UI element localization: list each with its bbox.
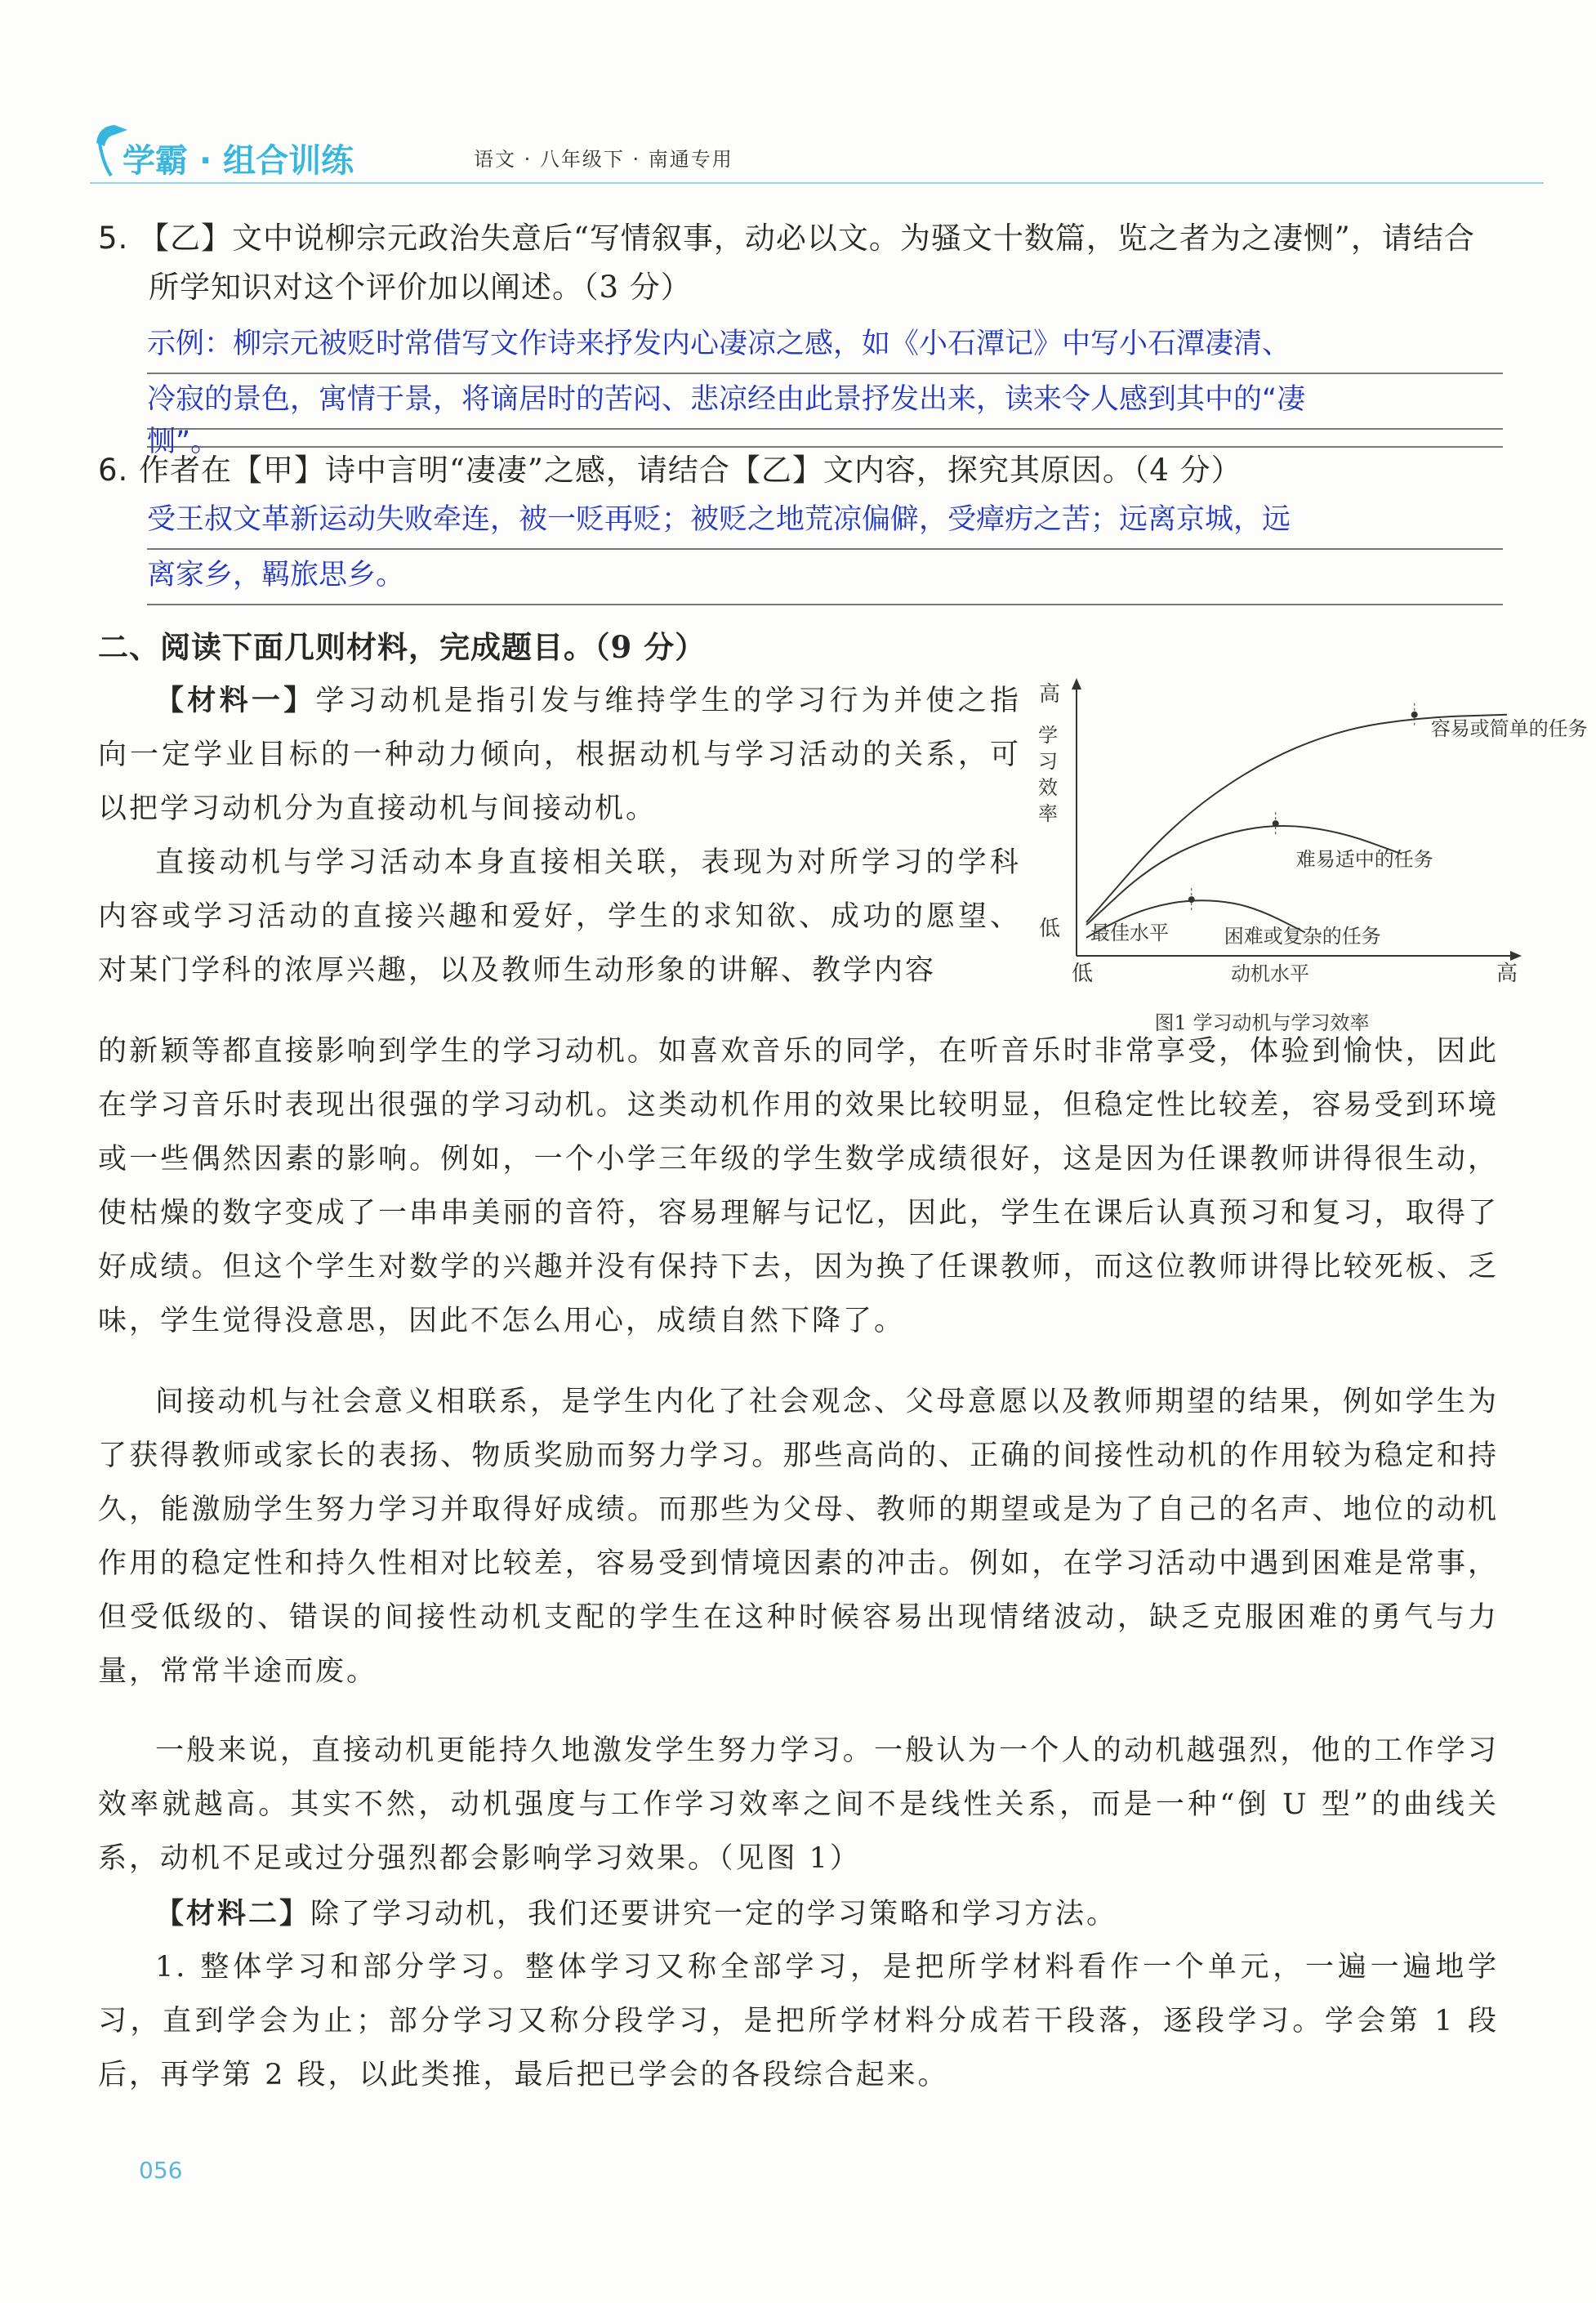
paragraph-text: 除了学习动机，我们还要讲究一定的学习策略和学习方法。 bbox=[310, 1898, 1118, 1930]
brand-dot: · bbox=[198, 142, 212, 180]
y-axis-label-char: 习 bbox=[1038, 750, 1058, 773]
series-line bbox=[1086, 826, 1402, 925]
material-2-paragraph-2: 1. 整体学习和部分学习。整体学习又称全部学习，是把所学材料看作一个单元，一遍一遍地学习，直到学会为止；部分学习又称分段学习，是把所学材料分成若干段落，逐段学习。学会第 1 段后，再学第 2 段，以此类推，最后把已学会的各段综合起来。 bbox=[98, 1951, 1499, 2091]
y-axis-label bbox=[1038, 724, 1058, 825]
brand-name: 学霸 bbox=[123, 142, 188, 180]
motivation-efficiency-chart bbox=[1025, 670, 1588, 1038]
answer-line: 示例：柳宗元被贬时常借写文作诗来抒发内心凄凉之感，如《小石潭记》中写小石潭凄清、 bbox=[147, 319, 1503, 374]
page-header bbox=[90, 118, 1544, 184]
y-axis-label-char: 学 bbox=[1038, 724, 1058, 747]
brand-series: 组合训练 bbox=[223, 142, 354, 180]
y-axis-label-char: 率 bbox=[1038, 802, 1058, 825]
material-1-paragraph-4: 一般来说，直接动机更能持久地激发学生努力学习。一般认为一个人的动机越强烈，他的工作学习效率就越高。其实不然，动机强度与工作学习效率之间不是线性关系，而是一种“倒 U 型”的曲线关系，动机不足或过分强烈都会影响学习效果。（见图 1） bbox=[98, 1734, 1499, 1875]
answer-line: 受王叔文革新运动失败牵连，被一贬再贬；被贬之地荒凉偏僻，受瘴疠之苦；远离京城，远 bbox=[147, 494, 1503, 550]
annotation-optimal-level: 最佳水平 bbox=[1090, 922, 1169, 944]
question-5 bbox=[98, 214, 1503, 312]
answer-line: 冷寂的景色，寓情于景，将谪居时的苦闷、悲凉经由此景抒发出来，读来令人感到其中的“凄 bbox=[147, 374, 1503, 430]
question-number: 5. bbox=[98, 221, 129, 256]
question-6 bbox=[98, 446, 1503, 495]
chart-caption: 图1 学习动机与学习效率 bbox=[1154, 1011, 1370, 1034]
y-axis-arrow bbox=[1072, 678, 1081, 690]
material-1-paragraph-2-cont: 的新颖等都直接影响到学生的学习动机。如喜欢音乐的同学，在听音乐时非常享受，体验到愉快，因此在学习音乐时表现出很强的学习动机。这类动机作用的效果比较明显，但稳定性比较差，容易受到环境或一些偶然因素的影响。例如，一个小学三年级的学生数学成绩很好，这是因为任课教师讲得很生动，使枯燥的数字变成了一串串美丽的音符，容易理解与记忆，因此，学生在课后认真预习和复习，取得了好成绩。但这个学生对数学的兴趣并没有保持下去，因为换了任课教师，而这位教师讲得比较死板、乏味，学生觉得没意思，因此不怎么用心，成绩自然下降了。 bbox=[98, 1035, 1499, 1337]
brand-title bbox=[123, 135, 354, 181]
peak-point bbox=[1273, 820, 1279, 827]
material-1-paragraph-3: 间接动机与社会意义相联系，是学生内化了社会观念、父母意愿以及教师期望的结果，例如学生为了获得教师或家长的表扬、物质奖励而努力学习。那些高尚的、正确的间接性动机的作用较为稳定和持久，能激励学生努力学习并取得好成绩。而那些为父母、教师的期望或是为了自己的名声、地位的动机作用的稳定性和持久性相对比较差，容易受到情境因素的冲击。例如，在学习活动中遇到困难是常事，但受低级的、错误的间接性动机支配的学生在这种时候容易出现情绪波动，缺乏克服困难的勇气与力量，常常半途而废。 bbox=[98, 1386, 1499, 1688]
series-label: 难易适中的任务 bbox=[1295, 848, 1433, 872]
peak-point bbox=[1188, 896, 1195, 903]
peak-point bbox=[1411, 712, 1418, 718]
material-2-paragraph-1 bbox=[98, 1887, 1499, 1941]
answer-6 bbox=[147, 494, 1503, 605]
material-label: 【材料二】 bbox=[155, 1897, 311, 1930]
answer-5 bbox=[147, 319, 1503, 458]
x-axis-arrow bbox=[1510, 951, 1522, 961]
header-subtitle: 语文 · 八年级下 · 南通专用 bbox=[474, 148, 733, 171]
question-text: 【乙】文中说柳宗元政治失意后“写情叙事，动必以文。为骚文十数篇，览之者为之凄恻”，请结合 bbox=[139, 221, 1475, 256]
x-tick-high: 高 bbox=[1496, 962, 1518, 986]
question-text: 作者在【甲】诗中言明“凄凄”之感，请结合【乙】文内容，探究其原因。（4 分） bbox=[139, 453, 1242, 488]
x-tick-low: 低 bbox=[1071, 962, 1094, 986]
section-title: 二、阅读下面几则材料，完成题目。（9 分） bbox=[98, 629, 707, 665]
answer-line: 恻”。 bbox=[147, 430, 1503, 448]
question-text: 所学知识对这个评价加以阐述。（3 分） bbox=[149, 270, 692, 305]
x-axis-label: 动机水平 bbox=[1231, 962, 1309, 985]
material-1-paragraph-1 bbox=[98, 674, 1021, 836]
series-group bbox=[1086, 703, 1588, 948]
y-tick-low: 低 bbox=[1038, 917, 1061, 941]
y-axis-label-char: 效 bbox=[1038, 776, 1058, 799]
series-label: 困难或复杂的任务 bbox=[1224, 925, 1381, 948]
material-label: 【材料一】 bbox=[155, 684, 316, 717]
series-line bbox=[1086, 715, 1507, 922]
question-number: 6. bbox=[98, 453, 129, 488]
header-divider bbox=[90, 182, 1544, 184]
page-number: 056 bbox=[139, 2157, 183, 2184]
paragraph-text: 学习动机是指引发与维持学生的学习行为并使之指向一定学业目标的一种动力倾向，根据动机与学习活动的关系，可以把学习动机分为直接动机与间接动机。 bbox=[98, 685, 1021, 825]
answer-line: 离家乡，羁旅思乡。 bbox=[147, 550, 1503, 605]
series-label: 容易或简单的任务 bbox=[1430, 716, 1588, 740]
material-1-paragraph-2-start: 直接动机与学习活动本身直接相关联，表现为对所学习的学科内容或学习活动的直接兴趣和爱好，学生的求知欲、成功的愿望、对某门学科的浓厚兴趣，以及教师生动形象的讲解、教学内容 bbox=[98, 846, 1021, 987]
y-tick-high: 高 bbox=[1038, 682, 1061, 707]
